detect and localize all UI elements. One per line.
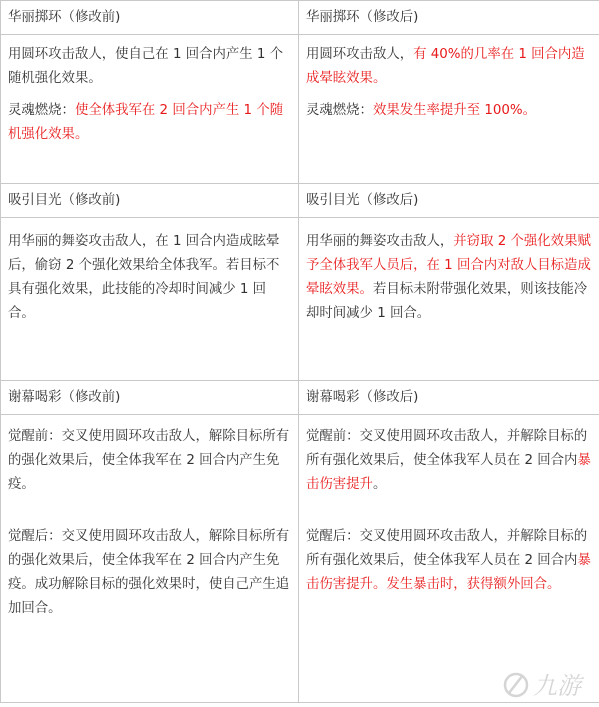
desc-cell-after — [299, 35, 599, 184]
highlight-text: 效果发生率提升至 100%。 — [372, 103, 537, 118]
table-row — [1, 218, 599, 381]
desc-text: 觉醒前：交叉使用圆环攻击敌人，解除目标所有的强化效果后，使全体我军在 2 回合内产生免疫。 — [8, 429, 290, 492]
desc-paragraph — [306, 43, 593, 91]
header-cell-after — [299, 184, 599, 218]
desc-cell-before — [1, 218, 299, 381]
skill-header: 华丽掷环（修改前) — [8, 9, 121, 25]
desc-paragraph — [8, 230, 292, 326]
desc-paragraph — [8, 43, 292, 91]
skill-header: 谢幕喝彩（修改后) — [306, 389, 419, 405]
watermark-text: 九游 — [533, 672, 581, 700]
desc-text: 用华丽的舞姿攻击敌人，在 1 回合内造成眩晕后，偷窃 2 个强化效果给全体我军。若目标不具有强化效果，此技能的冷却时间减少 1 回合。 — [8, 234, 280, 321]
desc-text: 灵魂燃烧： — [8, 103, 75, 118]
desc-text: 用华丽的舞姿攻击敌人， — [306, 234, 454, 249]
desc-paragraph — [306, 99, 593, 123]
desc-paragraph — [8, 525, 292, 621]
table-row — [1, 415, 599, 703]
header-cell-after — [299, 381, 599, 415]
desc-cell-before — [1, 35, 299, 184]
skill-header: 吸引目光（修改前) — [8, 192, 121, 208]
desc-cell-after — [299, 218, 599, 381]
desc-text: 灵魂燃烧： — [306, 103, 373, 118]
desc-paragraph — [306, 230, 593, 326]
desc-text: 觉醒后：交叉使用圆环攻击敌人，解除目标所有的强化效果后，使全体我军在 2 回合内产生免疫。成功解除目标的强化效果时，使自己产生追加回合。 — [8, 529, 290, 616]
header-cell-before — [1, 381, 299, 415]
desc-paragraph — [8, 99, 292, 147]
desc-paragraph — [8, 425, 292, 497]
header-cell-before — [1, 184, 299, 218]
highlight-text: 有 40%的几率在 1 回合内造成晕眩效果。 — [306, 47, 585, 86]
desc-text: 若目标未附带强化效果，则该技能冷却时间减少 1 回合。 — [306, 282, 588, 321]
desc-paragraph — [306, 425, 593, 497]
skill-header: 吸引目光（修改后) — [306, 192, 419, 208]
desc-text: 。 — [372, 477, 387, 492]
desc-cell-before — [1, 415, 299, 703]
watermark-stroke-icon — [509, 675, 523, 693]
desc-text: 觉醒前：交叉使用圆环攻击敌人，并解除目标的所有强化效果后，使全体我军人员在 2 回合内 — [306, 429, 588, 468]
table-row — [1, 381, 599, 415]
skill-header: 华丽掷环（修改后) — [306, 9, 419, 25]
header-cell-before — [1, 1, 299, 35]
desc-text: 用圆环攻击敌人， — [306, 47, 414, 62]
table-row — [1, 184, 599, 218]
highlight-text: 并窃取 2 个强化效果赋予全体我军人员后，在 1 回合内对敌人目标造成晕眩效果。 — [306, 234, 591, 297]
table-row — [1, 35, 599, 184]
watermark-logo — [501, 665, 593, 705]
skill-header: 谢幕喝彩（修改前) — [8, 389, 121, 405]
table-row — [1, 1, 599, 35]
highlight-text: 暴击伤害提升 — [306, 453, 591, 492]
desc-cell-after — [299, 415, 599, 703]
highlight-text: 使全体我军在 2 回合内产生 1 个随机强化效果。 — [8, 103, 284, 142]
highlight-text: 暴击伤害提升。发生暴击时，获得额外回合。 — [306, 553, 591, 592]
desc-text: 用圆环攻击敌人，使自己在 1 回合内产生 1 个随机强化效果。 — [8, 47, 284, 86]
desc-paragraph — [306, 525, 593, 597]
desc-text: 觉醒后：交叉使用圆环攻击敌人，并解除目标的所有强化效果后，使全体我军人员在 2 回合内 — [306, 529, 588, 568]
header-cell-after — [299, 1, 599, 35]
